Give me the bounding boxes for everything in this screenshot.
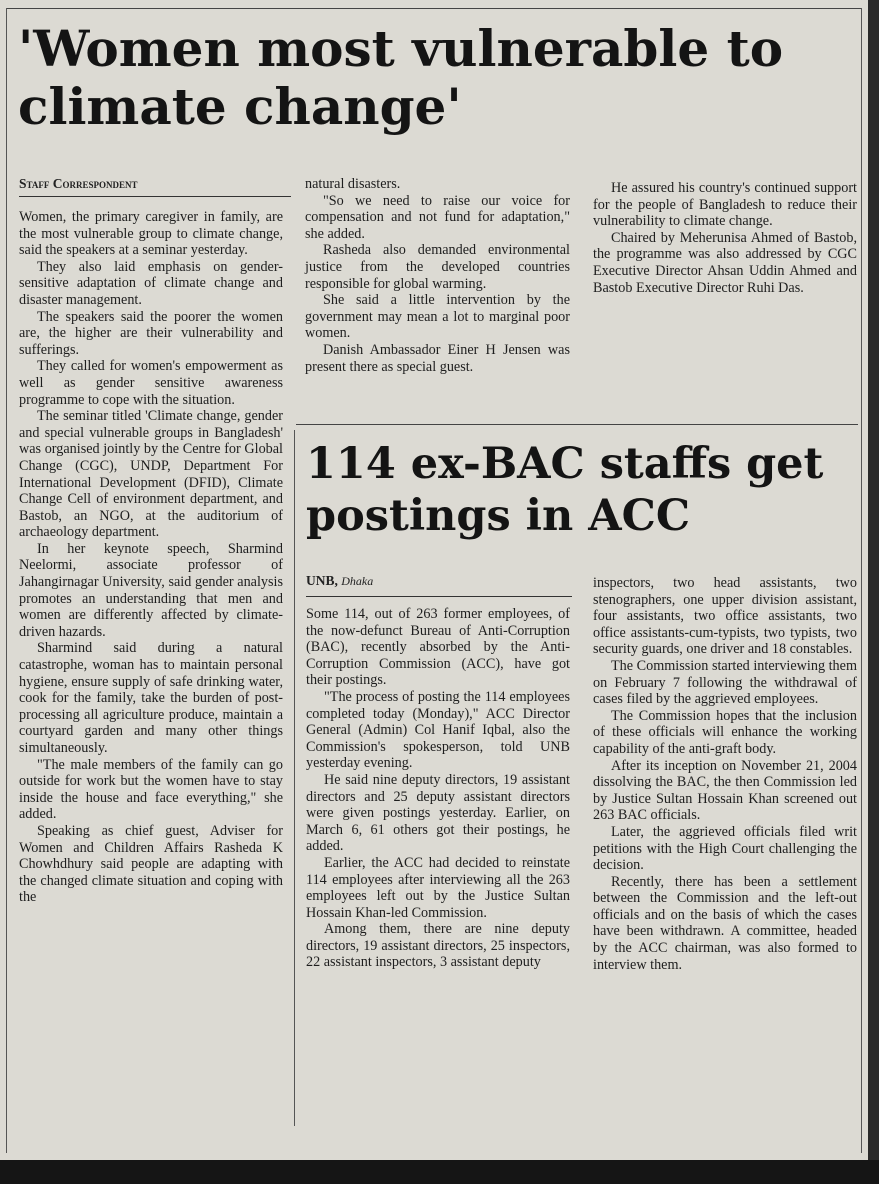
article1-byline-rule xyxy=(19,196,291,197)
article2-paragraph: Among them, there are nine deputy directors, 19 assistant directors, 25 inspectors, 22 assistant inspectors, 3 assistant deputy xyxy=(306,921,570,971)
article1-paragraph: The speakers said the poorer the women are, the higher are their vulnerability and sufferings. xyxy=(19,308,283,358)
left-border-rule xyxy=(6,8,7,1153)
article2-paragraph: Some 114, out of 263 former employees, of the now-defunct Bureau of Anti-Corruption (BAC), recently absorbed by the Anti-Corruption Commission (ACC), have got their postings. xyxy=(306,606,570,689)
article-separator-rule xyxy=(296,424,858,425)
article1-byline: Staff Correspondent xyxy=(19,176,138,191)
article1-paragraph: They called for women's empowerment as well as gender sensitive awareness programme to cope with the situation. xyxy=(19,358,283,408)
article2-byline: UNB, Dhaka xyxy=(306,573,374,588)
scan-dark-edge xyxy=(0,1160,879,1184)
article1-paragraph: Rasheda also demanded environmental justice from the developed countries responsible for global warming. xyxy=(305,242,570,292)
article2-paragraph: After its inception on November 21, 2004 dissolving the BAC, the then Commission led by Justice Sultan Hossain Khan screened out 263 BAC officials. xyxy=(593,757,857,824)
article2-byline-rule xyxy=(306,596,572,597)
article1-paragraph: natural disasters. xyxy=(305,176,401,192)
article1-paragraph: Danish Ambassador Einer H Jensen was present there as special guest. xyxy=(305,341,570,375)
article2-column-2 xyxy=(593,575,857,973)
article2-dateline: Dhaka xyxy=(341,574,374,588)
article1-paragraph: Speaking as chief guest, Adviser for Women and Children Affairs Rasheda K Chowhdhury said people are adapting with the changed climate situation and coping with the xyxy=(19,822,283,906)
article1-paragraph: He assured his country's continued support for the people of Bangladesh to reduce their vulnerability to climate change. xyxy=(593,180,857,230)
article1-paragraph: Chaired by Meherunisa Ahmed of Bastob, the programme was also addressed by CGC Executive Director Ahsan Uddin Ahmed and Bastob Executive Director Ruhi Das. xyxy=(593,229,857,296)
article2-paragraph: inspectors, two head assistants, two stenographers, one upper division assistant, four assistants, two office assistants, two office assistants-cum-typists, two typists, two security guards, one driver and 18 constables. xyxy=(593,575,857,658)
article1-paragraph: They also laid emphasis on gender-sensitive adaptation of climate change and disaster management. xyxy=(19,258,283,308)
column-separator-rule xyxy=(294,430,295,1126)
article1-paragraph: In her keynote speech, Sharmind Neelormi, associate professor of Jahangirnagar University, said gender analysis promotes an understanding that men and women are differently affected by climate-driven hazards. xyxy=(19,540,283,640)
article2-paragraph: The Commission started interviewing them on February 7 following the withdrawal of cases filed by the aggrieved employees. xyxy=(593,657,857,708)
article2-headline: 114 ex-BAC staffs get postings in ACC xyxy=(306,439,824,541)
article1-paragraph: Women, the primary caregiver in family, are the most vulnerable group to climate change, said the speakers at a seminar yesterday. xyxy=(19,209,283,259)
article2-paragraph: Later, the aggrieved officials filed writ petitions with the High Court challenging the decision. xyxy=(593,823,857,874)
article1-column-2 xyxy=(305,176,570,375)
article1-headline: 'Women most vulnerable to climate change' xyxy=(18,19,784,136)
right-border-rule xyxy=(861,8,862,1153)
article1-column-3 xyxy=(593,180,857,296)
article2-paragraph: "The process of posting the 114 employees completed today (Monday)," ACC Director General (Admin) Col Hanif Iqbal, also the Commission's spokesperson, told UNB yesterday evening. xyxy=(306,688,570,772)
article1-paragraph: "So we need to raise our voice for compensation and not fund for adaptation," she added. xyxy=(305,192,570,242)
article2-paragraph: He said nine deputy directors, 19 assistant directors and 25 deputy assistant directors were given postings yesterday. Earlier, on March 6, 61 others got their postings, he added. xyxy=(306,771,570,855)
article2-paragraph: The Commission hopes that the inclusion of these officials will enhance the working capability of the anti-graft body. xyxy=(593,707,857,757)
article2-paragraph: Recently, there has been a settlement between the Commission and the left-out officials and on the basis of which the cases have been withdrawn. A committee, headed by the ACC chairman, was also formed to interview them. xyxy=(593,873,857,973)
article2-paragraph: Earlier, the ACC had decided to reinstate 114 employees after interviewing all the 263 employees left out by the Justice Sultan Hossain Khan-led Commission. xyxy=(306,854,570,921)
article2-column-1 xyxy=(306,606,570,971)
article1-paragraph: She said a little intervention by the government may mean a lot to marginal poor women. xyxy=(305,292,570,342)
article2-agency: UNB xyxy=(306,573,335,588)
article1-paragraph: "The male members of the family can go outside for work but the women have to stay inside the house and face everything," she added. xyxy=(19,756,283,823)
article1-paragraph: The seminar titled 'Climate change, gender and special vulnerable groups in Bangladesh' was organised jointly by the Centre for Global Change (CGC), UNDP, Department For International Development (DFID), Climate Change Cell of environment department, and Bastob, an NGO, at the auditorium of archaeology department. xyxy=(19,408,283,541)
article1-paragraph: Sharmind said during a natural catastrophe, woman has to maintain personal hygiene, ensure supply of safe drinking water, cook for the family, take the burden of post-processing all agriculture produce, maintain a courtyard garden and many other things simultaneously. xyxy=(19,640,283,756)
article1-column-1 xyxy=(19,209,283,906)
